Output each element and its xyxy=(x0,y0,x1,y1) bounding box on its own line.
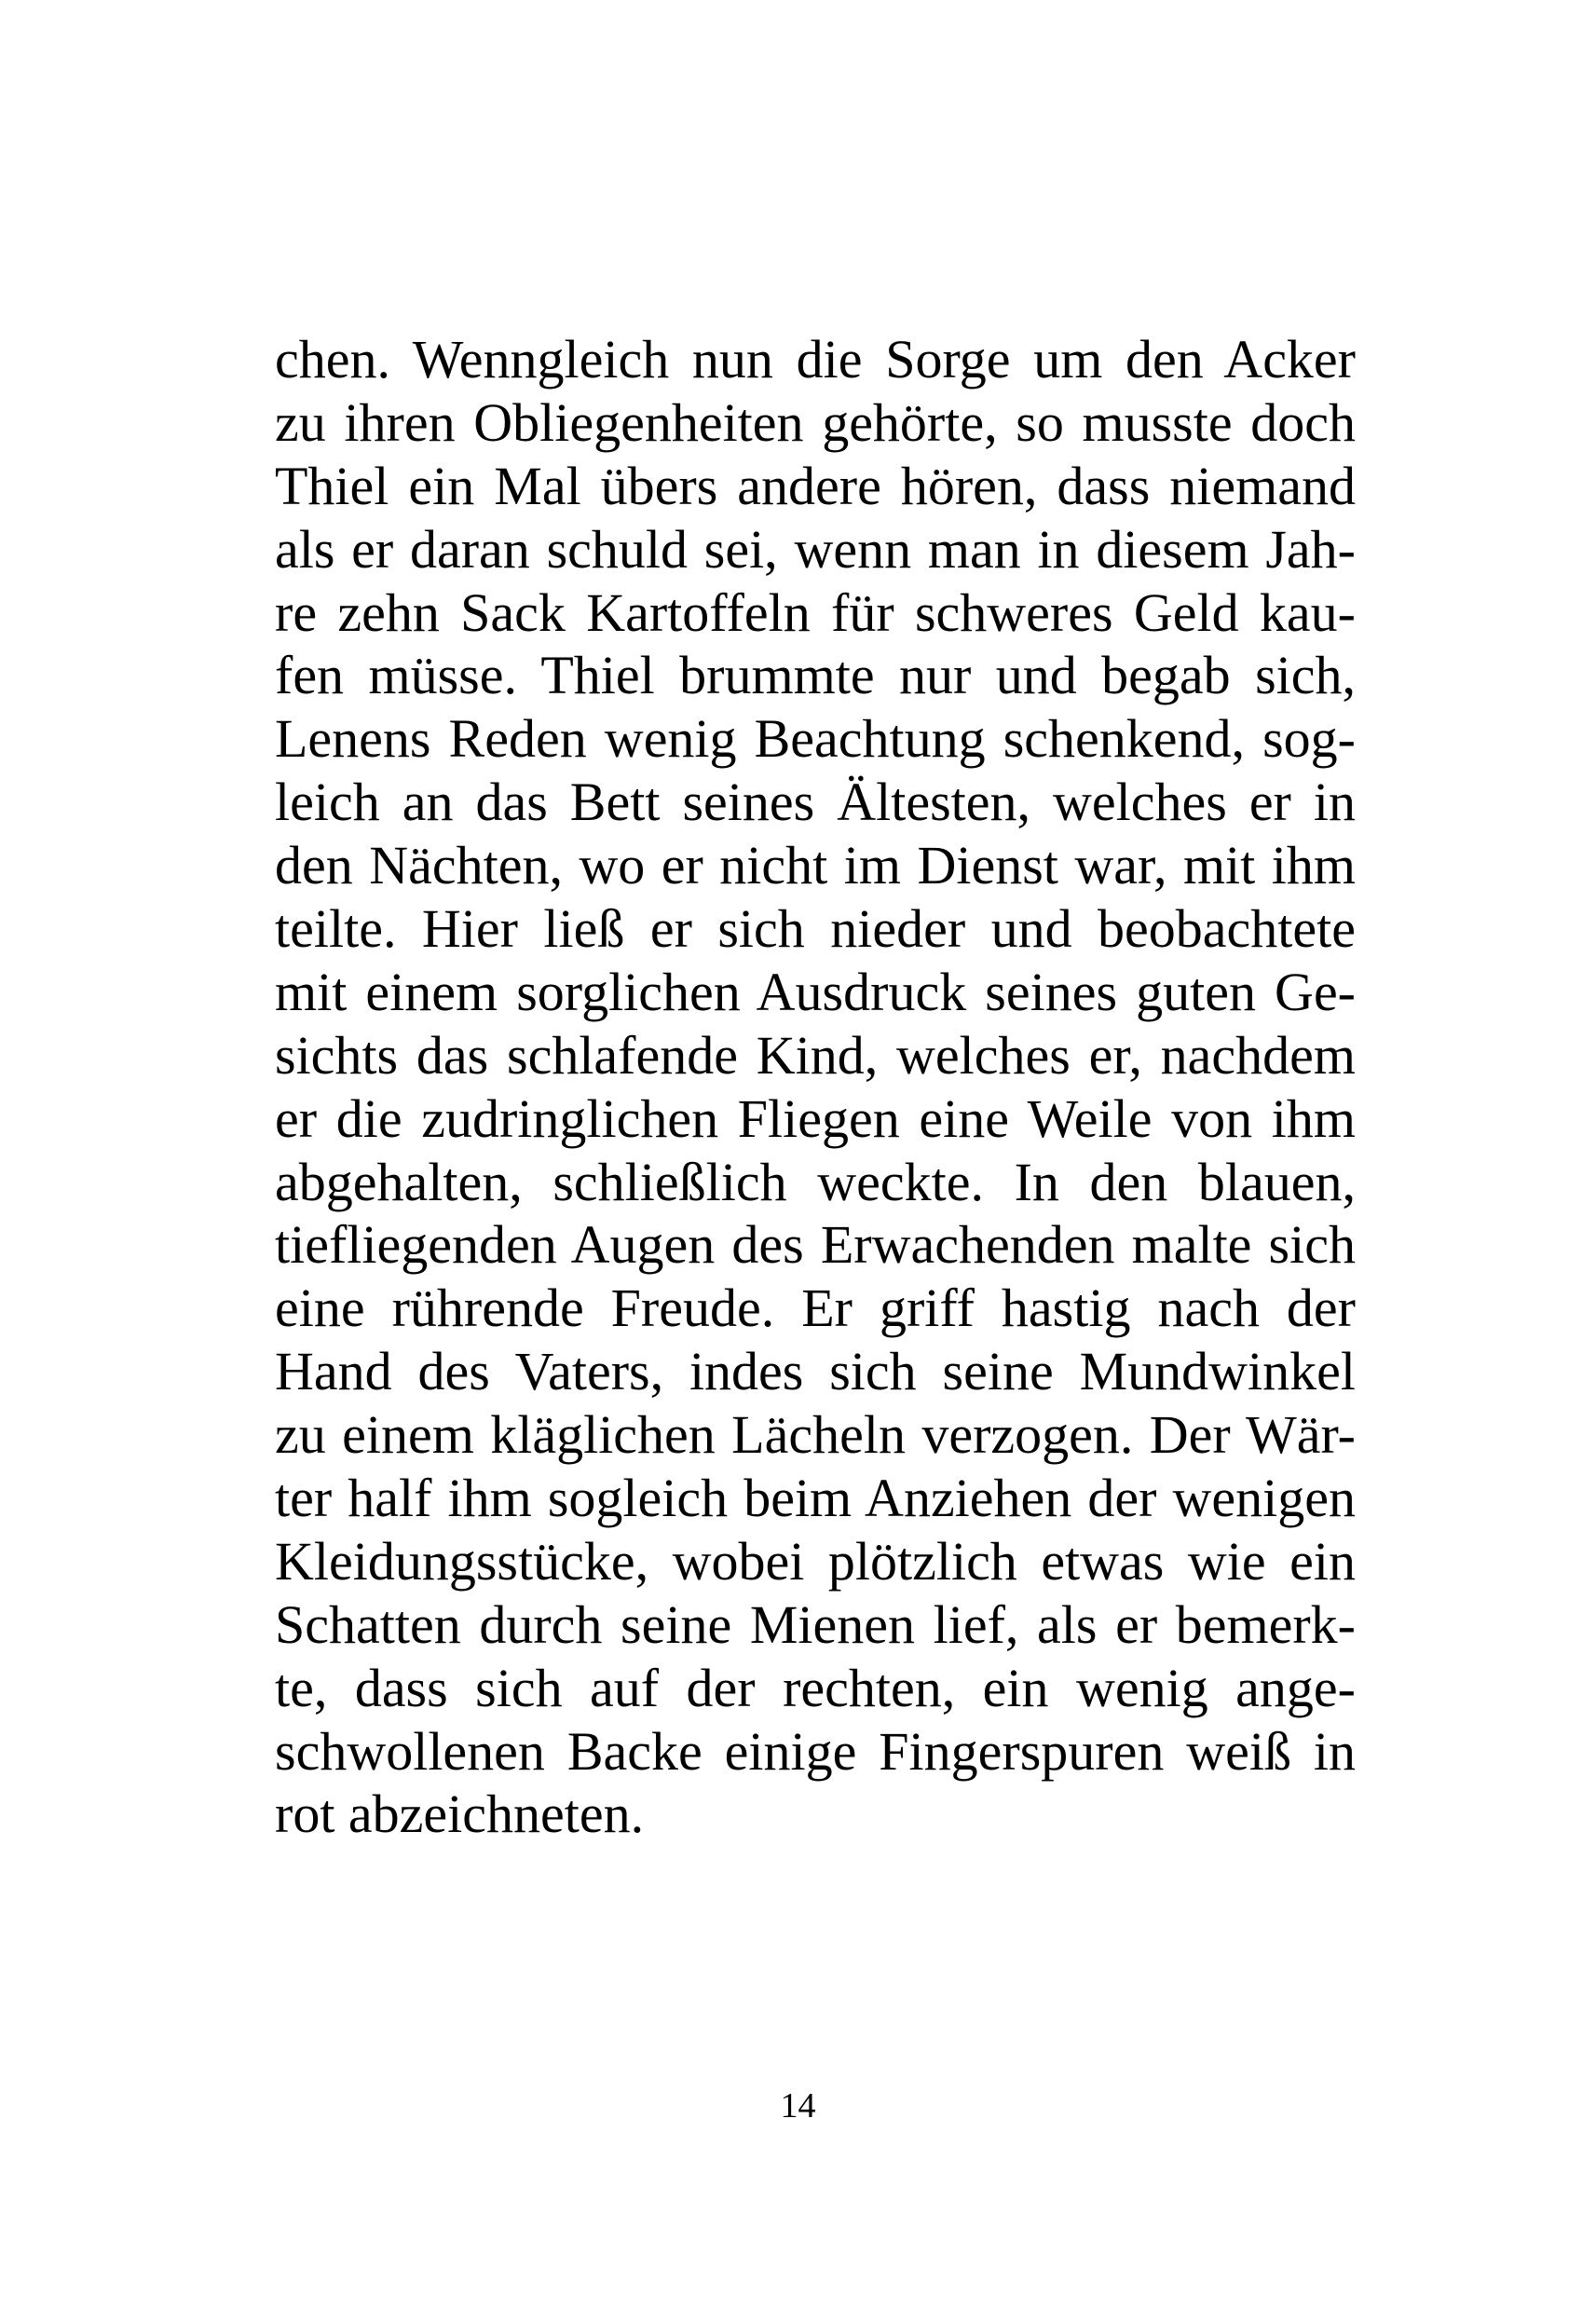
text-line: teilte. Hier ließ er sich nieder und beobachtete xyxy=(275,898,1356,960)
text-line: abgehalten, schließlich weckte. In den blauen, xyxy=(275,1151,1356,1212)
text-line: chen. Wenngleich nun die Sorge um den Acker xyxy=(275,329,1356,390)
text-line: zu einem kläglichen Lächeln verzogen. Der Wär- xyxy=(275,1404,1356,1466)
text-line: als er daran schuld sei, wenn man in diesem Jah- xyxy=(275,518,1356,580)
text-line: re zehn Sack Kartoffeln für schweres Geld kau- xyxy=(275,581,1356,643)
body-text xyxy=(275,328,1356,1846)
text-line: rot abzeichneten. xyxy=(275,1784,645,1845)
text-line: schwollenen Backe einige Fingerspuren weiß in xyxy=(275,1720,1356,1782)
text-line: fen müsse. Thiel brummte nur und begab sich, xyxy=(275,645,1356,706)
text-line: den Nächten, wo er nicht im Dienst war, mit ihm xyxy=(275,835,1356,896)
text-line: te, dass sich auf der rechten, ein wenig ange- xyxy=(275,1657,1356,1718)
text-line: Lenens Reden wenig Beachtung schenkend, sog- xyxy=(275,708,1356,770)
text-line: sichts das schlafende Kind, welches er, nachdem xyxy=(275,1024,1356,1086)
text-line: Kleidungsstücke, wobei plötzlich etwas wie ein xyxy=(275,1530,1356,1592)
text-line: ter half ihm sogleich beim Anziehen der wenigen xyxy=(275,1468,1356,1529)
page-number: 14 xyxy=(780,2086,816,2125)
text-line: er die zudringlichen Fliegen eine Weile von ihm xyxy=(275,1087,1356,1149)
text-line: Hand des Vaters, indes sich seine Mundwinkel xyxy=(275,1341,1356,1402)
text-line: eine rührende Freude. Er griff hastig nach der xyxy=(275,1278,1356,1339)
text-line: zu ihren Obliegenheiten gehörte, so musste doch xyxy=(275,391,1356,453)
text-line: leich an das Bett seines Ältesten, welches er in xyxy=(275,772,1356,833)
text-line: Schatten durch seine Mienen lief, als er bemerk- xyxy=(275,1593,1356,1655)
text-line: mit einem sorglichen Ausdruck seines guten Ge- xyxy=(275,961,1356,1022)
text-line: tiefliegenden Augen des Erwachenden malte sich xyxy=(275,1214,1356,1276)
text-line: Thiel ein Mal übers andere hören, dass niemand xyxy=(275,455,1356,516)
